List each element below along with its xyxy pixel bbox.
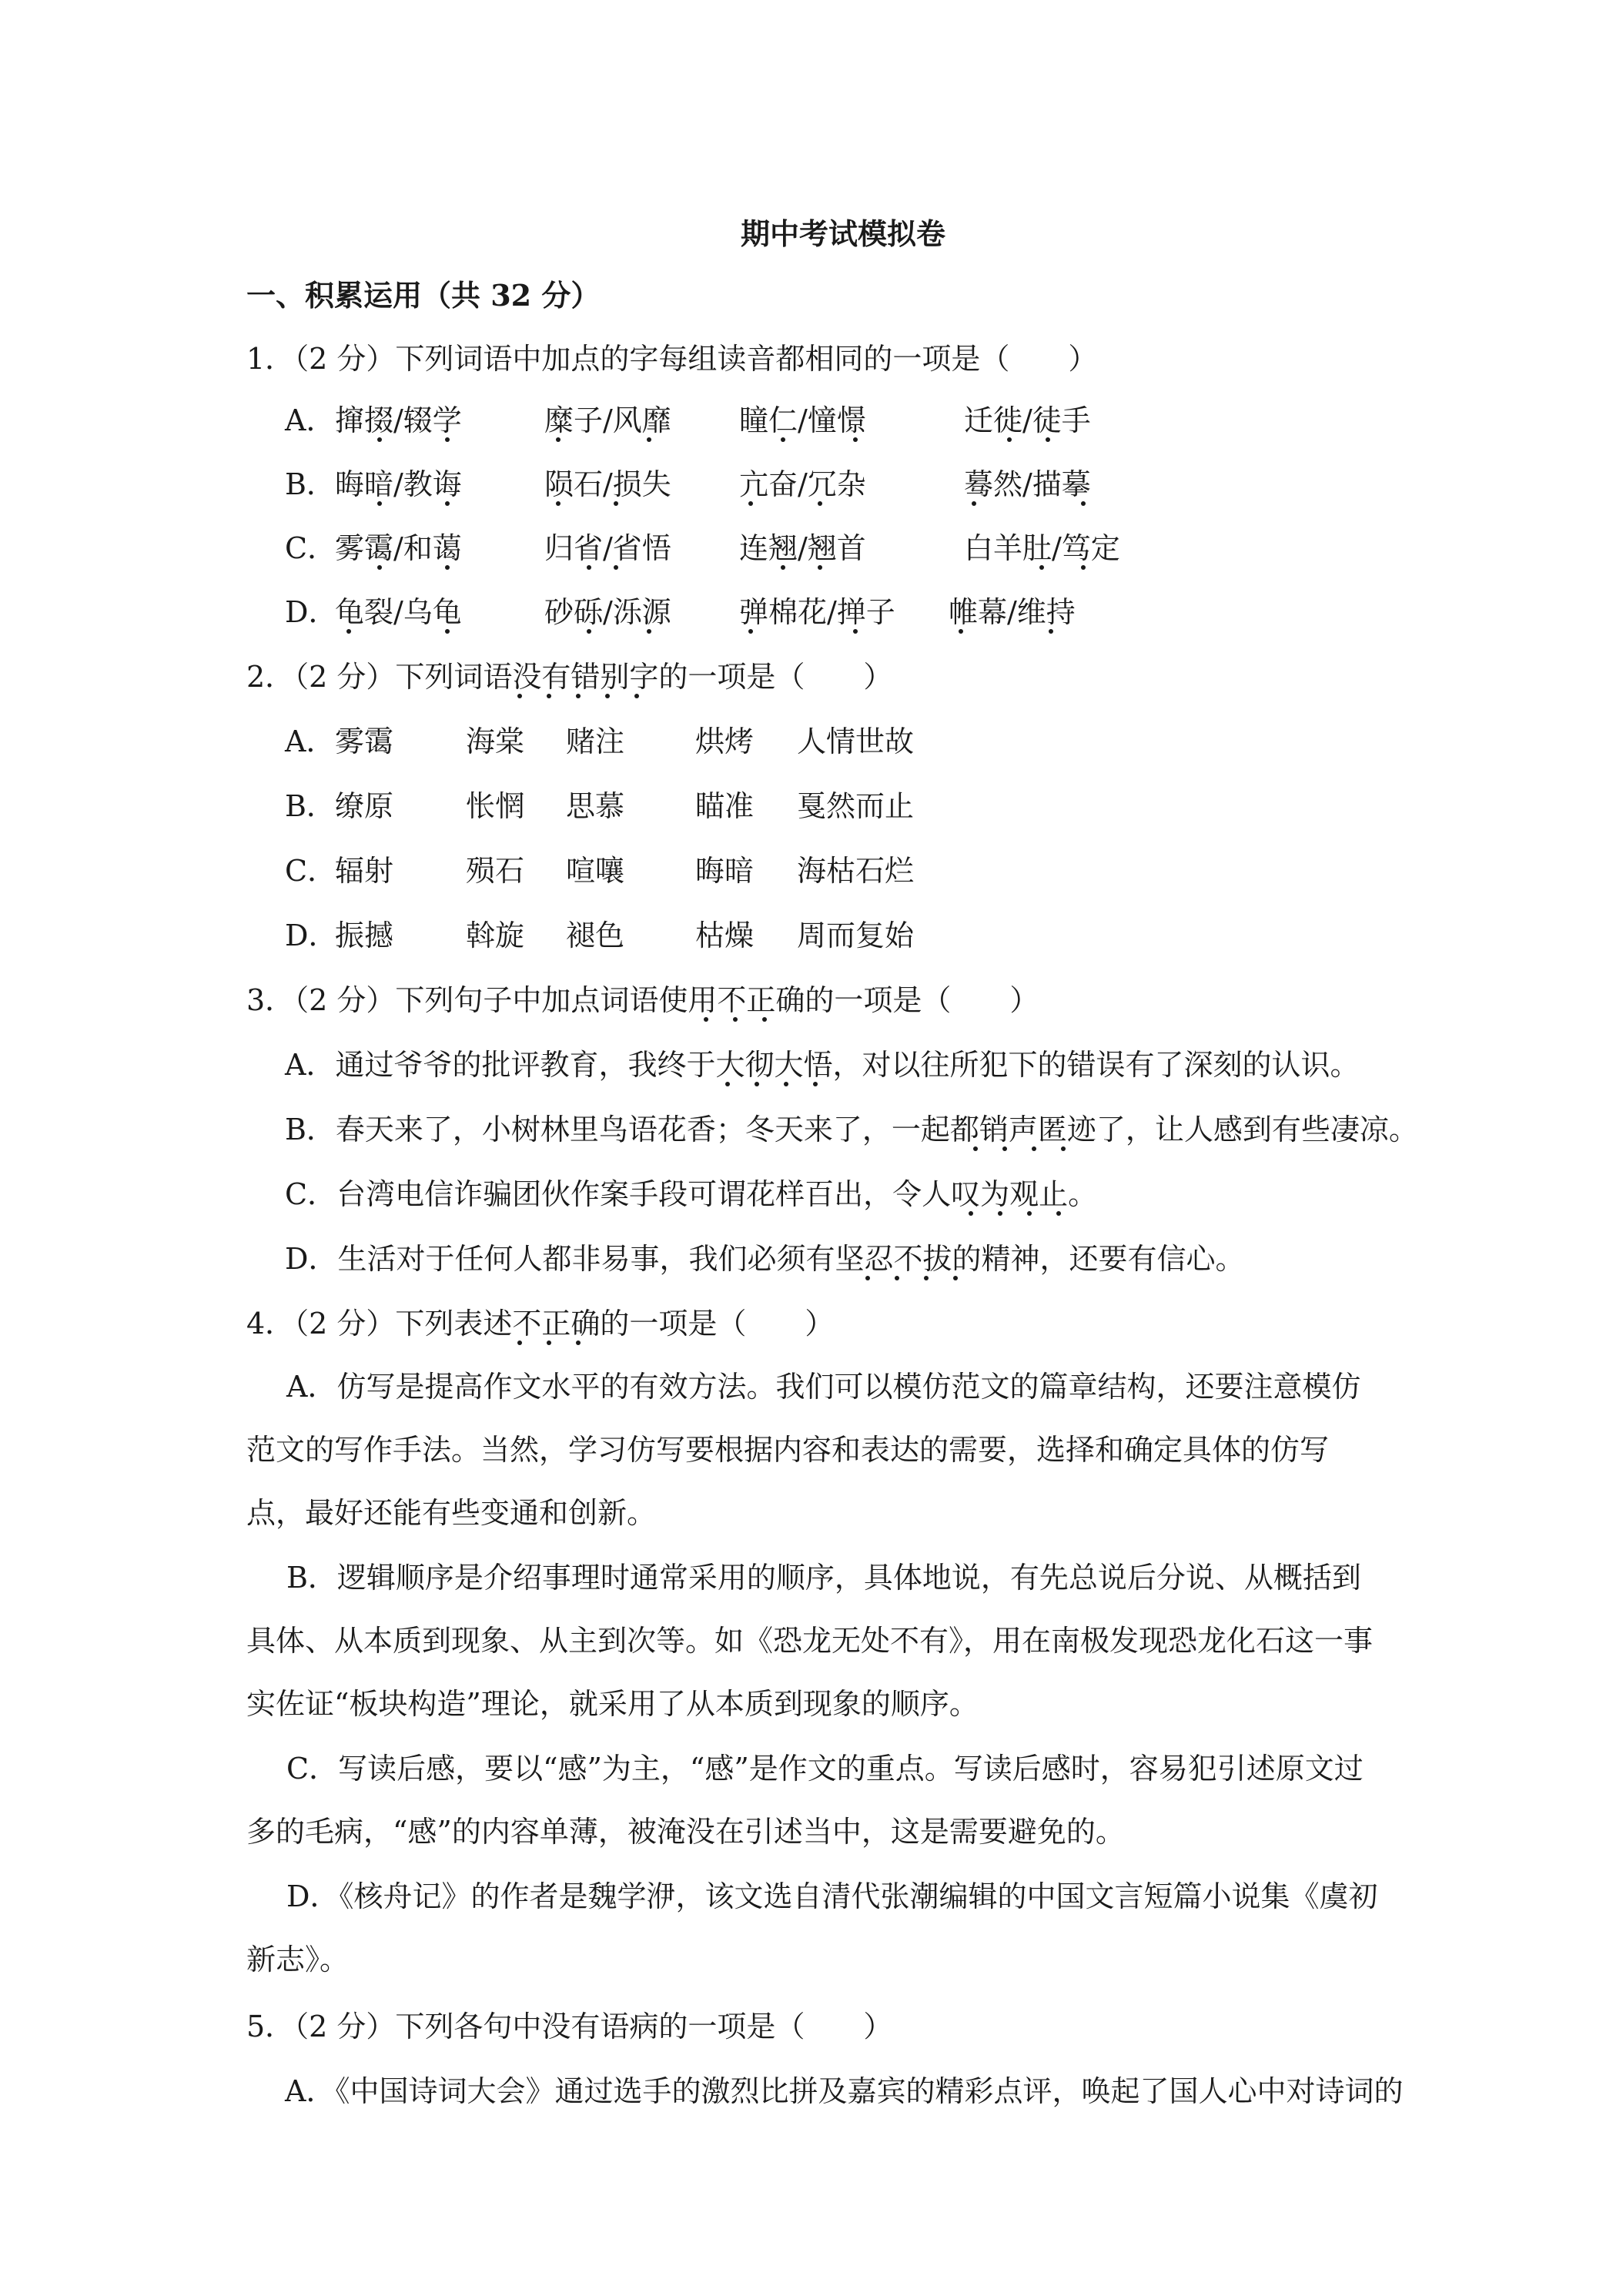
word-group: 晦暗/教诲 [335,467,462,501]
word-group: 糜子/风靡 [544,403,671,437]
option-label: A． [285,725,336,758]
word: 晦暗 [695,854,755,888]
option-label: B． [285,789,336,823]
word: 辐射 [335,854,394,888]
doc-title: 期中考试模拟卷 [741,216,946,251]
q4-option-d: D．《核舟记》的作者是魏学洢，该文选自清代张潮编辑的中国文言短篇小说集《虞初新志》。 [246,1879,1378,1976]
word: 赌注 [566,725,625,758]
q1-stem: 1．（2 分）下列词语中加点的字每组读音都相同的一项是（ ） [246,342,1098,376]
word-group: 雾霭/和蔼 [335,531,462,565]
word-group: 迁徙/徒手 [964,403,1091,437]
q4-stem: 4．（2 分）下列表述不正确的一项是（ ） [246,1307,835,1340]
word: 思慕 [566,789,625,823]
word: 喧嚷 [566,854,625,888]
option-label: D． [285,595,338,629]
option-label: D． [285,919,338,952]
word: 瞄准 [695,789,755,823]
word-group: 瞳仁/憧憬 [739,403,866,437]
word: 海枯石烂 [797,854,915,888]
word: 缭原 [335,789,394,823]
word-group: 白羊肚/笃定 [964,531,1120,565]
q4-option-a: A．仿写是提高作文水平的有效方法。我们可以模仿范文的篇章结构，还要注意模仿范文的写作手法。当然，学习仿写要根据内容和表达的需要，选择和确定具体的仿写点，最好还能有些变通和创新。 [246,1370,1361,1530]
q2-stem: 2．（2 分）下列词语没有错别字的一项是（ ） [246,660,893,694]
option-label: C． [285,531,337,565]
q3-option-c: C．台湾电信诈骗团伙作案手段可谓花样百出，令人叹为观止。 [285,1177,1098,1211]
q5-stem: 5．（2 分）下列各句中没有语病的一项是（ ） [246,2010,893,2043]
word-group: 连翘/翘首 [739,531,866,565]
option-label: C． [285,854,337,888]
word: 斡旋 [466,919,525,952]
word: 烘烤 [695,725,755,758]
option-label: A． [285,403,336,437]
word-group: 撺掇/辍学 [335,403,462,437]
word-group: 亢奋/冗杂 [739,467,866,501]
word: 戛然而止 [797,789,915,823]
q5-option-a: A．《中国诗词大会》通过选手的激烈比拼及嘉宾的精彩点评，唤起了国人心中对诗词的 [285,2074,1404,2108]
word: 海棠 [466,725,525,758]
word: 人情世故 [797,725,915,758]
q3-option-d: D．生活对于任何人都非易事，我们必须有坚忍不拔的精神，还要有信心。 [285,1242,1245,1276]
word: 怅惘 [466,789,525,823]
q3-option-a: A．通过爷爷的批评教育，我终于大彻大悟，对以往所犯下的错误有了深刻的认识。 [285,1048,1360,1082]
q3-option-b: B．春天来了，小树林里鸟语花香；冬天来了，一起都销声匿迹了，让人感到有些凄凉。 [285,1113,1418,1146]
word: 殒石 [466,854,525,888]
word-group: 归省/省悟 [544,531,671,565]
word-group: 弹棉花/掸子 [739,595,895,629]
q4-option-c: C．写读后感，要以“感”为主，“感”是作文的重点。写读后感时，容易犯引述原文过多的毛病，“感”的内容单薄，被淹没在引述当中，这是需要避免的。 [246,1752,1364,1849]
word-group: 蓦然/描摹 [964,467,1091,501]
word: 褪色 [566,919,625,952]
option-label: B． [285,467,336,501]
word: 枯燥 [695,919,755,952]
word-group: 龟裂/乌龟 [335,595,462,629]
word: 周而复始 [797,919,915,952]
word-group: 帷幕/维持 [949,595,1076,629]
q3-stem: 3．（2 分）下列句子中加点词语使用不正确的一项是（ ） [246,983,1039,1017]
section-heading: 一、积累运用（共 32 分） [246,278,601,313]
word-group: 砂砾/泺源 [544,595,671,629]
q4-option-b: B．逻辑顺序是介绍事理时通常采用的顺序，具体地说，有先总说后分说、从概括到具体、从本质到现象、从主到次等。如《恐龙无处不有》，用在南极发现恐龙化石这一事实佐证“板块构造”理论，就采用了从本质到现象的顺序。 [246,1561,1374,1721]
word: 振撼 [335,919,394,952]
word-group: 陨石/损失 [544,467,671,501]
word: 雾霭 [335,725,394,758]
